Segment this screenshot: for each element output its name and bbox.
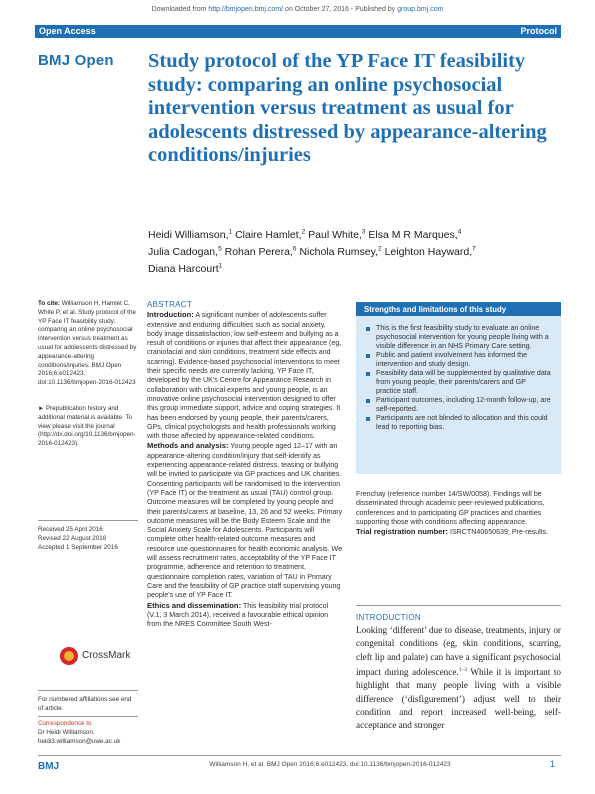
author: Elsa M R Marques,$^4$ xyxy=(368,228,462,241)
affiliations-note: For numbered affiliations see end of article. xyxy=(38,696,132,712)
site-link[interactable]: http://bmjopen.bmj.com/ xyxy=(208,6,284,13)
download-notice xyxy=(0,6,595,13)
abstract-ethics-label: Ethics and dissemination: xyxy=(147,600,242,610)
correspondence-email[interactable]: heidi3.williamson@uwe.ac.uk xyxy=(38,737,121,745)
intro-paragraph-rest: While it is important to highlight that many people living with a visible difference (‘disfigurement’) adjust well to their condition and report increased well-being, self-acceptance and stronger xyxy=(356,666,561,731)
author: Nichola Rumsey,$^2$ xyxy=(299,245,382,258)
abstract xyxy=(147,300,343,629)
list-item: Feasibility data will be supplemented by qualitative data from young people, their parents/carers and GP practice staff. xyxy=(366,369,551,396)
footer-logo: BMJ xyxy=(38,761,60,772)
trial-registration-text: ISRCTN40650639; Pre-results. xyxy=(449,528,549,537)
open-access-label: Open Access xyxy=(39,26,96,36)
author: Claire Hamlet,$^2$ xyxy=(235,228,306,241)
crossmark-label: CrossMark xyxy=(82,650,131,661)
prepublication-note[interactable]: ► Prepublication history and additional material is available. To view please visit the journal (http://dx.doi.org/10.1136/bmjopen-2016-012423). xyxy=(38,405,136,448)
footer-citation: Williamson H, et al. BMJ Open 2016;6:e012423. doi:10.1136/bmjopen-2016-012423 xyxy=(209,761,451,768)
introduction-heading: INTRODUCTION xyxy=(356,613,421,622)
article-title: Study protocol of the YP Face IT feasibility study: comparing an online psychosocial intervention versus treatment as usual for adolescents distressed by appearance-altering conditions/injuries xyxy=(148,50,547,166)
reference-marker[interactable]: 1–3 xyxy=(458,666,467,673)
intro-paragraph-start: Looking ‘different’ due to disease, treatments, injury or congenital conditions (eg, skin conditions, scarring, cleft lip and palate) can have a significant psychosocial impact during adolescence. xyxy=(356,625,561,677)
correspondence-block xyxy=(38,720,138,746)
dates-block xyxy=(38,526,138,552)
author: Diana Harcourt$^1$ xyxy=(148,262,223,275)
correspondence-label: Correspondence to xyxy=(38,720,92,727)
author: Leighton Hayward,$^7$ xyxy=(384,245,476,258)
abstract-methods-text: Young people aged 12–17 with an appearance-altering condition/injury that self-identify as experiencing appearance-related distress, teasing or bullying will be invited to participate via GP practices and UK charities. Consenting participants will be randomised to the intervention (YP Face IT) or the treatment as usual (TAU) control group. Outcome measures will be completed by young people and their parents/carers at baseline, 13, 26 and 52 weeks. Primary outcome measures will be the Body Esteem Scale and the Social Anxiety Scale for Adolescents. Participants will complete other health-related outcome measures and resource use questionnaires for health economic analysis. We will assess recruitment rates, acceptability of the YP Face IT programme, adherence and retention to treatment, questionnaire completion rates, variation of TAU in Primary Care and the feasibility of GP practice staff supervising young people's use of YP Face IT. xyxy=(147,442,343,600)
author: Rohan Perera,$^6$ xyxy=(224,245,297,258)
list-item: Public and patient involvement has informed the intervention and study design. xyxy=(366,351,551,369)
received-date: Received 25 April 2016 xyxy=(38,526,103,533)
abstract-intro-label: Introduction: xyxy=(147,310,194,320)
cite-label: To cite: xyxy=(38,300,60,307)
author: Paul White,$^3$ xyxy=(308,228,366,241)
list-item: This is the first feasibility study to evaluate an online psychosocial intervention for young people living with a visible difference in an NHS Primary Care setting. xyxy=(366,324,551,351)
download-middle: on October 27, 2016 - Published by xyxy=(285,6,396,13)
author: Heidi Williamson,$^1$ xyxy=(148,228,233,241)
strengths-heading: Strengths and limitations of this study xyxy=(356,302,561,316)
crossmark-badge[interactable] xyxy=(60,647,140,665)
divider xyxy=(38,716,138,717)
cite-text: Williamson H, Hamlet C, White P, et al. Study protocol of the YP Face IT feasibility study: comparing an online psychosocial intervention versus treatment as usual for adolescents distressed by appearance-altering conditions/injuries. BMJ Open 2016;6:e012423. doi:10.1136/bmjopen-2016-012423 xyxy=(38,300,137,387)
correspondence-name: Dr Heidi Williamson; xyxy=(38,728,95,736)
ethics-continuation: Frenchay (reference number 14/SW/0058). Findings will be disseminated through academic peer-reviewed publications, conferences and to participating GP practices and charities supporting those with conditions affecting appearance. xyxy=(356,490,545,526)
strengths-limitations-box xyxy=(356,302,561,474)
article-type-label: Protocol xyxy=(520,26,557,36)
abstract-continuation xyxy=(356,490,561,537)
abstract-heading: ABSTRACT xyxy=(147,300,193,309)
abstract-ethics-text: This feasibility trial protocol (V.1, 3 March 2014), received a favourable ethical opinion from the NRES Committee South West- xyxy=(147,601,329,629)
crossmark-icon xyxy=(60,647,78,665)
journal-logo: BMJ Open xyxy=(38,52,114,69)
divider xyxy=(38,755,561,756)
divider xyxy=(38,520,138,521)
publisher-link[interactable]: group.bmj.com xyxy=(397,6,444,13)
list-item: Participants are not blinded to allocation and this could lead to reporting bias. xyxy=(366,414,551,432)
list-item: Participant outcomes, including 12-month follow-up, are self-reported. xyxy=(366,396,551,414)
author-list xyxy=(148,225,528,276)
strengths-list xyxy=(356,316,561,432)
abstract-intro-text: A significant number of adolescents suffer extensive and enduring difficulties such as social anxiety, body image dissatisfaction, low self-esteem and bullying as a result of conditions or injuries that affect their appearance (eg, craniofacial and skin conditions, treatment side effects and scarring). Evidence-based psychosocial interventions to meet their specific needs are currently lacking. YP Face IT, developed by the UK's Centre for Appearance Research in collaboration with clinical experts and young people, is an innovative online psychosocial intervention designed to offer this group immediate support, advice and coping strategies. It has been endorsed by young people, their parents/carers, GPs, clinical psychologists and health professionals working with those affected by appearance-related conditions. xyxy=(147,311,342,441)
abstract-methods-label: Methods and analysis: xyxy=(147,441,229,451)
divider xyxy=(356,605,561,606)
page-number: 1 xyxy=(549,759,555,769)
divider xyxy=(38,690,138,691)
introduction-text xyxy=(356,624,561,732)
header-bar xyxy=(35,25,561,38)
download-prefix: Downloaded from xyxy=(151,6,207,13)
accepted-date: Accepted 1 September 2016 xyxy=(38,543,118,551)
author: Julia Cadogan,$^5$ xyxy=(148,245,222,258)
revised-date: Revised 22 August 2016 xyxy=(38,534,107,542)
trial-registration-label: Trial registration number: xyxy=(356,527,448,537)
citation-block xyxy=(38,300,138,388)
